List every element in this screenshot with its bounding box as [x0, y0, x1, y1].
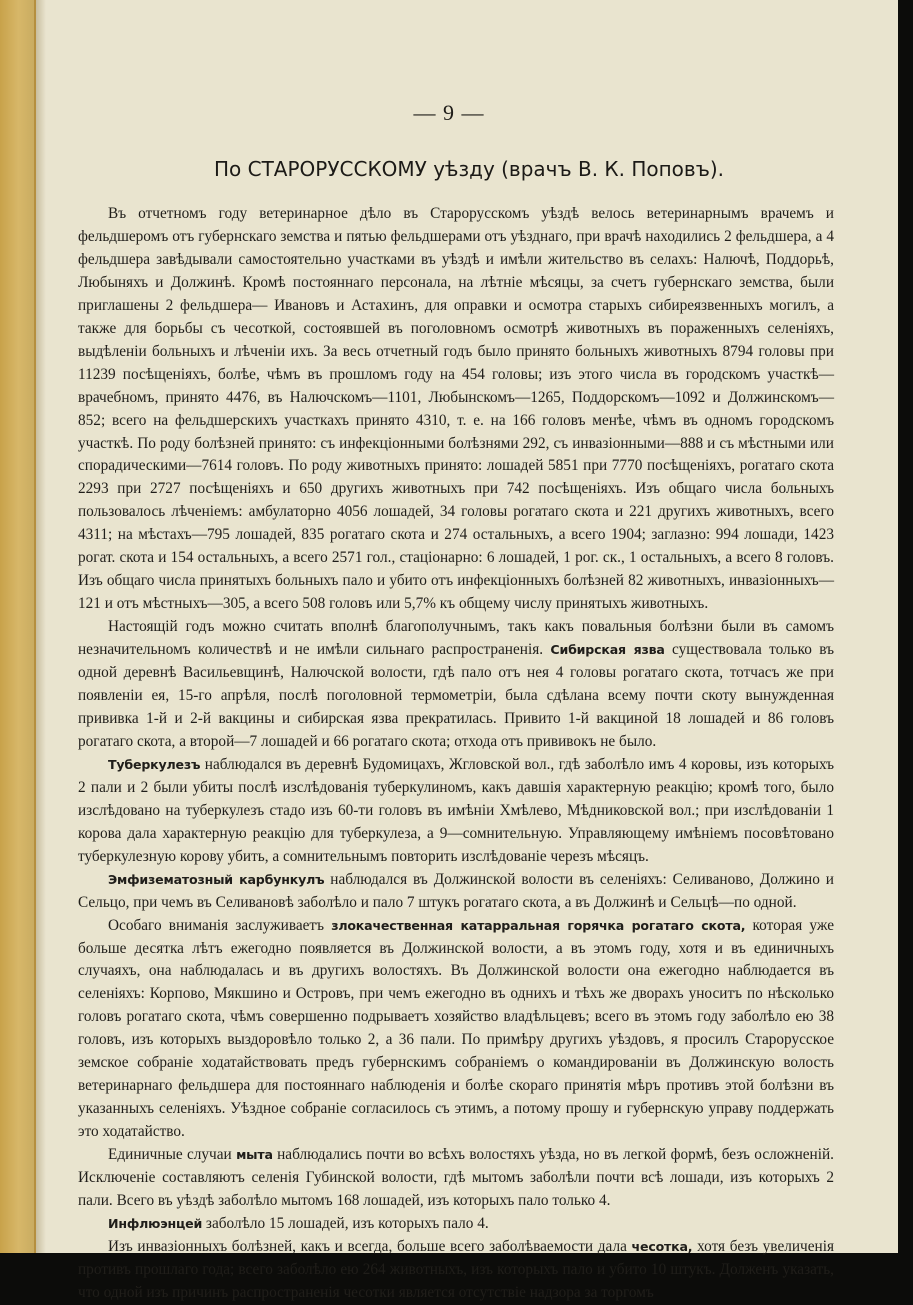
paragraph-strangles — [78, 1144, 834, 1213]
paragraph-text: хотя безъ увеличенія противъ прошлаго года; всего заболѣло ею 264 животныхъ, изъ которыхъ пало и убито 10 штукъ. Долженъ указать, что одной изъ причинъ распространенія чесотки является отсутствіе надзора за торгомъ — [78, 1237, 835, 1301]
paragraph-tuberculosis — [78, 754, 834, 869]
paragraph-influenza — [78, 1213, 834, 1236]
disease-term-blackleg: Эмфизематозный карбункулъ — [108, 871, 325, 887]
disease-term-influenza: Инфлюэнцей — [108, 1215, 203, 1231]
paragraph-text: наблюдался въ деревнѣ Будомицахъ, Жгловской вол., гдѣ заболѣло имъ 4 коровы, изъ которыхъ 2 пали и 2 были убиты послѣ изслѣдованія туберкулиномъ, какъ давшія характерную реакцію; кромѣ того, было изслѣдовано на туберкулезъ стадо изъ 60-ти головъ въ имѣніи Хмѣлево, Мѣдниковской вол.; при изслѣдованіи 1 корова дала характерную реакцію для туберкулеза, а 9—сомнительную. Управляющему имѣніемъ посовѣтовано туберкулезную корову убить, а сомнительнымъ повторить изслѣдованіе черезъ мѣсяцъ. — [78, 755, 834, 865]
section-heading: По СТАРОРУССКОМУ уѣзду (врачъ В. К. Поповъ). — [213, 157, 724, 181]
page-gutter-shadow — [36, 0, 46, 1253]
paragraph-text: Изъ инвазіонныхъ болѣзней, какъ и всегда, больше всего заболѣваемости дала — [108, 1237, 627, 1255]
paragraph-text: Настоящій годъ можно считать вполнѣ благополучнымъ, такъ какъ повальныя болѣзни были въ самомъ незначительномъ количествѣ и не имѣли сильнаго распространенія. — [78, 618, 834, 659]
page-number: — 9 — — [413, 100, 485, 125]
paragraph-text: которая уже больше десятка лѣтъ ежегодно появляется въ Должинской волости, а въ этомъ году, хотя и въ единичныхъ случаяхъ, она наблюдалась и въ другихъ волостяхъ. Въ Должинской волости она ежегодно наблюдается въ селеніяхъ: Корпово, Мякшино и Островъ, при чемъ ежегодно въ однихъ и тѣхъ же дворахъ уноситъ по нѣсколько головъ рогатаго скота, чѣмъ совершенно подрываетъ хозяйство владѣльцевъ; всего въ этомъ году заболѣло ею 38 головъ, изъ которыхъ выздоровѣло только 2, а 36 пали. По примѣру другихъ уѣздовъ, я просилъ Старорусское земское собраніе ходатайствовать предъ губернскимъ собраніемъ о командированіи въ Должинскую волость ветеринарнаго фельдшера для постояннаго наблюденія и болѣе скораго принятія мѣръ противъ этой болѣзни въ указанныхъ селеніяхъ. Уѣздное собраніе согласилось съ этимъ, а потому прошу и губернскую управу поддержать это ходатайство. — [78, 916, 835, 1141]
paragraph-catarrhal-fever — [78, 915, 834, 1145]
paragraph-overview — [78, 203, 834, 616]
article-body — [78, 203, 834, 1305]
paragraph-anthrax — [78, 616, 834, 754]
paragraph-scabies — [78, 1236, 834, 1305]
disease-term-tuberculosis: Туберкулезъ — [108, 756, 201, 772]
paragraph-text: существовала только въ одной деревнѣ Васильевщинѣ, Налючской волости, гдѣ пало отъ нея 4 головы рогатаго скота, тотчасъ же при появленіи ея, 15-го апрѣля, послѣ поголовной термометріи, была сдѣлана всему почти скоту вынужденная прививка 1-й и 2-й вакцины и сибирская язва прекратилась. Привито 1-й вакциной 18 лошадей и 86 головъ рогатаго скота, а второй—7 лошадей и 66 рогатаго скота; отхода отъ прививокъ не было. — [78, 641, 835, 750]
disease-term-scabies: чесотка, — [631, 1238, 693, 1254]
paragraph-text: наблюдались почти во всѣхъ волостяхъ уѣзда, но въ легкой формѣ, безъ осложненій. Исключеніе составляютъ селенія Губинской волости, гдѣ мытомъ заболѣли почти всѣ лошади, изъ которыхъ 2 пали. Всего въ уѣздѣ заболѣло мытомъ 168 лошадей, изъ которыхъ пало только 4. — [78, 1146, 835, 1209]
paragraph-text: наблюдался въ Должинской волости въ селеніяхъ: Селиваново, Должино и Сельцо, при чемъ въ Селивановѣ заболѣло и пало 7 штукъ рогатаго скота, а въ Должинѣ и Сельцѣ—по одной. — [78, 870, 834, 911]
disease-term-catarrhal-fever: злокачественная катарральная горячка рогатаго скота, — [331, 917, 746, 933]
paragraph-text: заболѣло 15 лошадей, изъ которыхъ пало 4. — [205, 1214, 489, 1232]
book-spine-binding — [0, 0, 36, 1253]
paragraph-text: Единичные случаи — [108, 1146, 232, 1164]
paragraph-text: Въ отчетномъ году ветеринарное дѣло въ Старорусскомъ уѣздѣ велось ветеринарнымъ врачемъ и фельдшеромъ отъ губернскаго земства и пятью фельдшерами отъ уѣзднаго, при врачѣ находились 2 фельдшера, а 4 фельдшера завѣдывали самостоятельно участками въ уѣздѣ и имѣли жительство въ селахъ: Налючѣ, Поддорьѣ, Любыняхъ и Должинѣ. Кромѣ постояннаго персонала, на лѣтніе мѣсяцы, за счетъ губернскаго земства, были приглашены 2 фельдшера— Ивановъ и Астахинъ, для оправки и осмотра старыхъ сибиреязвенныхъ могилъ, а также для борьбы съ чесоткой, состоявшей въ поголовномъ осмотрѣ животныхъ въ пораженныхъ селеніяхъ, выдѣленіи больныхъ и лѣченіи ихъ. За весь отчетный годъ было принято больныхъ животныхъ 8794 головы при 11239 посѣщеніяхъ, болѣе, чѣмъ въ прошломъ году на 454 головы; изъ этого числа въ городскомъ участкѣ—врачебномъ, принято 4476, въ Налючскомъ—1101, Любынскомъ—1265, Поддорскомъ—1092 и Должинскомъ—852; всего на фельдшерскихъ участкахъ принято 4310, т. е. на 166 головъ менѣе, чѣмъ въ одномъ городскомъ участкѣ. По роду болѣзней принято: съ инфекціонными болѣзнями 292, съ инвазіонными—888 и съ мѣстными или спорадическими—7614 головъ. По роду животныхъ принято: лошадей 5851 при 7770 посѣщеніяхъ, рогатаго скота 2293 при 2727 посѣщеніяхъ и 650 другихъ животныхъ при 742 посѣщеніяхъ. Изъ общаго числа больныхъ пользовалось лѣченіемъ: амбулаторно 4056 лошадей, 34 головы рогатаго скота и 221 другихъ животныхъ, всего 4311; на мѣстахъ—795 лошадей, 835 рогатаго скота и 274 остальныхъ, а всего 1904; заглазно: 994 лошади, 1423 рогат. скота и 154 остальныхъ, а всего 2571 гол., стаціонарно: 6 лошадей, 1 рог. ск., 1 остальныхъ, а всего 8 головъ. Изъ общаго числа принятыхъ больныхъ пало и убито отъ инфекціонныхъ болѣзней 82 животныхъ, инвазіонныхъ—121 и отъ мѣстныхъ—305, а всего 508 головъ или 5,7% къ общему числу принятыхъ животныхъ. — [78, 205, 834, 613]
disease-term-anthrax: Сибирская язва — [550, 642, 665, 658]
paragraph-text: Особаго вниманія заслуживаетъ — [108, 916, 325, 934]
disease-term-strangles: мыта — [236, 1147, 273, 1163]
paragraph-blackleg — [78, 869, 834, 915]
